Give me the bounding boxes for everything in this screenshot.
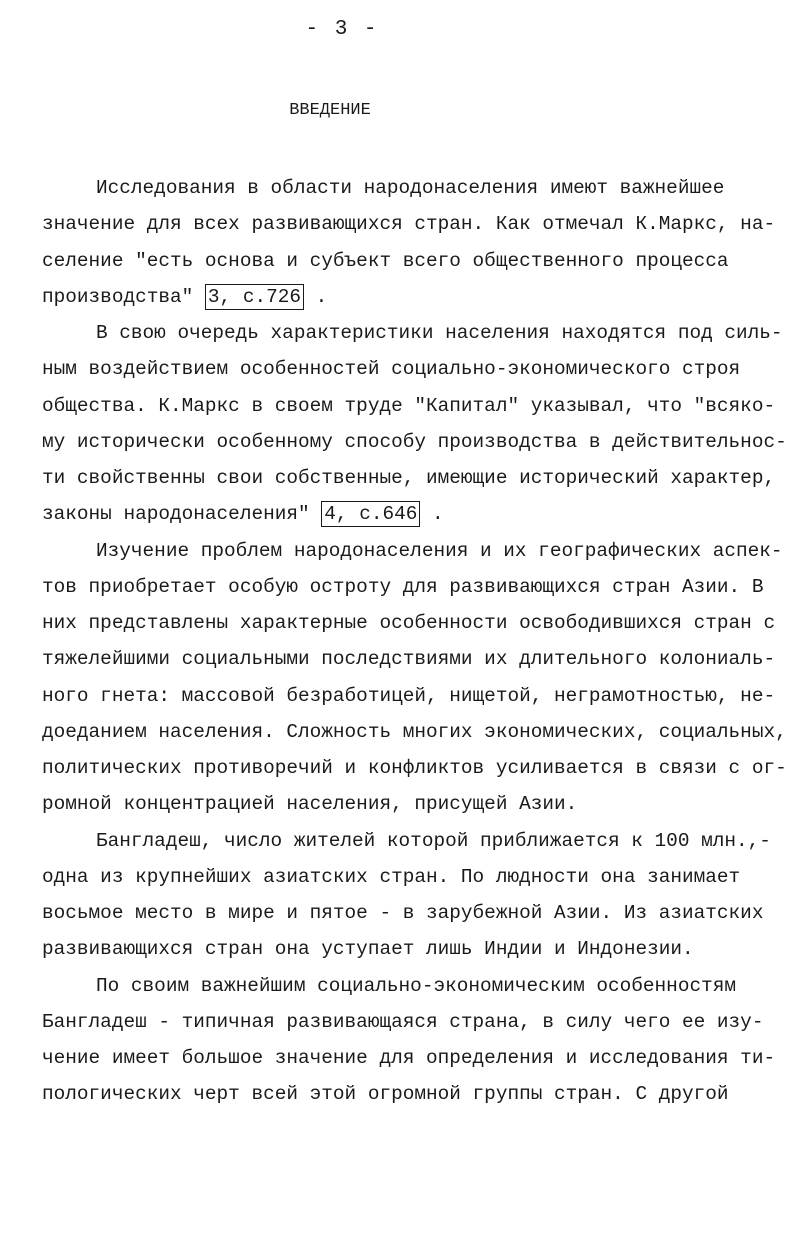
text-line: ромной концентрацией населения, присущей Азии. — [42, 793, 578, 816]
text-line-with-reference — [42, 496, 754, 532]
text-line: селение "есть основа и субъект всего общественного процесса — [42, 249, 729, 272]
text-line: развивающихся стран она уступает лишь Индии и Индонезии. — [42, 938, 694, 961]
citation-reference: 3, с.726 — [205, 284, 304, 310]
paragraph — [42, 533, 787, 823]
text-line: Бангладеш - типичная развивающаяся страна, в силу чего ее изу- — [42, 1010, 764, 1033]
text-line: общества. К.Маркс в своем труде "Капитал" указывал, что "всяко- — [42, 394, 776, 417]
text-line: них представлены характерные особенности освободившихся стран с — [42, 612, 776, 634]
text-line: ного гнета: массовой безработицей, нищетой, неграмотностью, не- — [42, 684, 776, 707]
text-line: ти свойственны свои собственные, имеющие исторический характер, — [42, 467, 776, 489]
text-line: В свою очередь характеристики населения находятся под силь- — [96, 322, 783, 344]
paragraph — [42, 968, 776, 1113]
text-line: восьмое место в мире и пятое - в зарубежной Азии. Из азиатских — [42, 902, 764, 924]
text-line: ным воздействием особенностей социально-экономического строя — [42, 358, 741, 381]
text-line: доеданием населения. Сложность многих экономических, социальных, — [42, 720, 787, 743]
text-fragment: . — [304, 285, 328, 308]
text-line: тяжелейшими социальными последствиями их длительного колониаль- — [42, 648, 776, 671]
text-fragment: . — [420, 503, 444, 526]
body-text — [42, 170, 787, 1113]
text-line: Изучение проблем народонаселения и их географических аспек- — [96, 539, 783, 562]
citation-reference: 4, с.646 — [321, 501, 420, 527]
text-line: По своим важнейшим социально-экономическим особенностям — [96, 974, 736, 997]
text-line: му исторически особенному способу производства в действительнос- — [42, 430, 787, 453]
text-line: тов приобретает особую остроту для развивающихся стран Азии. В — [42, 575, 764, 598]
text-line: Исследования в области народонаселения имеют важнейшее — [96, 177, 725, 199]
paragraph — [42, 315, 787, 533]
text-fragment: производства" — [42, 285, 194, 308]
text-line: политических противоречий и конфликтов усиливается в связи с ог- — [42, 757, 787, 779]
text-line: одна из крупнейших азиатских стран. По людности она занимает — [42, 865, 741, 888]
paragraph — [42, 170, 776, 315]
text-line: пологических черт всей этой огромной группы стран. С другой — [42, 1083, 729, 1106]
page-number: - 3 - — [305, 18, 379, 41]
section-heading: ВВЕДЕНИЕ — [289, 101, 371, 120]
text-line: Бангладеш, число жителей которой приближается к 100 млн.,- — [96, 829, 771, 852]
text-line-with-reference — [42, 279, 754, 315]
text-line: значение для всех развивающихся стран. Как отмечал К.Маркс, на- — [42, 213, 776, 236]
text-line: чение имеет большое значение для определения и исследования ти- — [42, 1047, 776, 1069]
paragraph — [42, 823, 771, 968]
text-fragment: законы народонаселения" — [42, 503, 310, 526]
